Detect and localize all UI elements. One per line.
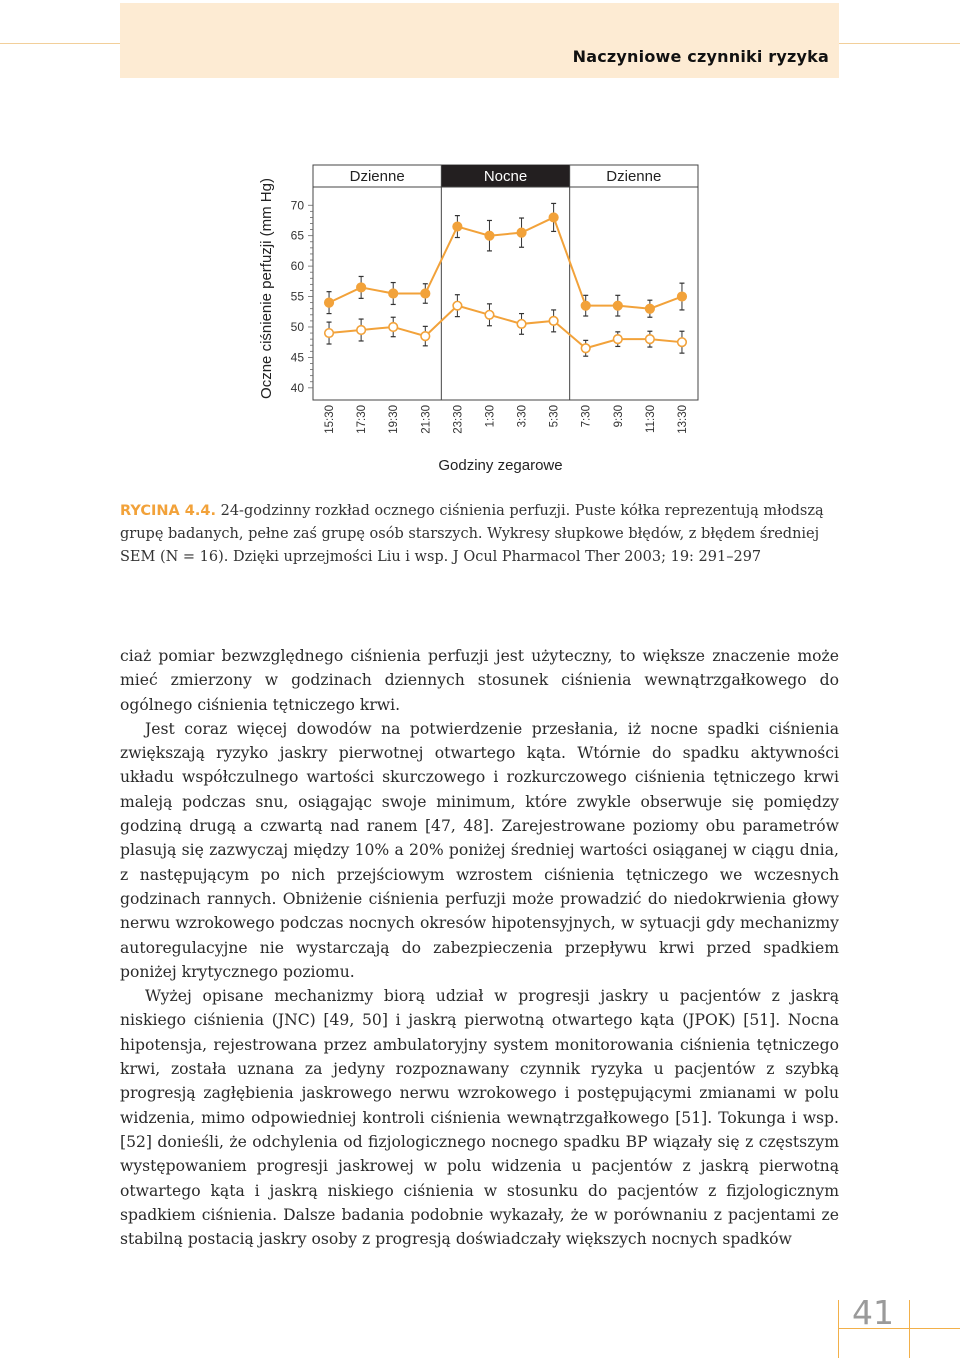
x-tick-label: 9:30 [612, 405, 625, 428]
series-open [325, 295, 687, 356]
period-label: Nocne [483, 168, 528, 185]
data-point [581, 301, 590, 310]
figure-label: RYCINA 4.4. [120, 503, 216, 519]
paragraph: Jest coraz więcej dowodów na potwierdzenie przesłania, iż nocne spadki ciśnienia zwiększają ryzyko jaskry pierwotnej otwartego kąta. Wtórnie do spadku aktywności układu współczulnego wartości skurczowego i rozkurczowego ciśnienia tętniczego krwi maleją podczas snu, osiągając swoje minimum, które zwykle obserwuje się pomiędzy godziną drugą a czwartą nad ranem [47, 48]. Zarejestrowane poziomy obu parametrów plasują się zazwyczaj między 10% a 20% poniżej średniej wartości osiąganej w ciągu dnia, z następującym po nich przejściowym wzrostem ciśnienia tętniczego we wczesnych godzinach rannych. Obniżenie ciśnienia perfuzji może prowadzić do niedokrwienia głowy nerwu wzrokowego podczas nocnych okresów hipotensyjnych, w sytuacji gdy mechanizmy autoregulacyjne nie wystarczają do zabezpieczenia przepływu krwi przed spadkiem poniżej krytycznego poziomu. [120, 719, 839, 981]
data-point [485, 231, 494, 240]
body-text [120, 644, 839, 1251]
page-number: 41 [852, 1293, 894, 1332]
running-header [120, 3, 839, 78]
data-point [549, 317, 558, 326]
data-point [453, 301, 462, 310]
x-tick-label: 3:30 [516, 405, 529, 428]
x-tick-label: 13:30 [676, 405, 689, 434]
data-point [357, 283, 366, 292]
data-point [389, 323, 398, 332]
data-point [517, 320, 526, 329]
x-tick-label: 21:30 [420, 405, 433, 434]
y-tick-label: 45 [290, 350, 304, 365]
x-tick-label: 1:30 [484, 405, 497, 428]
data-point [613, 335, 622, 344]
data-point [613, 301, 622, 310]
paragraph: Wyżej opisane mechanizmy biorą udział w progresji jaskry u pacjentów z jaskrą niskiego ciśnienia (JNC) [49, 50] i jaskrą pierwotną otwartego kąta (JPOK) [51]. Nocna hipotensja, rejestrowana przez ambulatoryjny system monitorowania ciśnienia tętniczego krwi, została uznana za jedyny rozpoznawany czynnik ryzyka u pacjentów z szybką progresją zagłębienia jaskrowego nerwu wzrokowego i postępującymi zmianami w polu widzenia, mimo odpowiedniej kontroli ciśnienia wewnątrzgałkowego [51]. Tokunga i wsp. [52] donieśli, że odchylenia od fizjologicznego nocnego spadku BP wiązały się z częstszym występowaniem progresji jaskrowej w polu widzenia u pacjentów z jaskrą pierwotną otwartego kąta i jaskrą niskiego ciśnienia w stosunku do pacjentów z fizjologicznym spadkiem ciśnienia. Dalsze badania podobnie wykazały, że w porównaniu z pacjentami ze stabilną postacią jaskry osoby z progresją doświadczały większych nocnych spadków [120, 987, 839, 1249]
data-point [581, 344, 590, 353]
series-line [329, 306, 682, 349]
x-tick-label: 23:30 [452, 405, 465, 434]
x-tick-label: 11:30 [644, 405, 657, 433]
x-tick-label: 7:30 [580, 405, 593, 428]
y-tick-label: 55 [290, 289, 304, 304]
data-point [517, 228, 526, 237]
figure-chart [248, 155, 718, 485]
x-tick-label: 19:30 [388, 405, 401, 434]
y-tick-label: 50 [290, 319, 304, 334]
chart-svg [248, 155, 718, 485]
paragraph: ciaż pomiar bezwzględnego ciśnienia perfuzji jest użyteczny, to większe znaczenie może mieć zmierzony w godzinach dziennych stosunek ciśnienia wewnątrzgałkowego do ogólnego ciśnienia tętniczego krwi. [120, 647, 839, 714]
y-tick-label: 70 [290, 198, 304, 213]
data-point [678, 338, 687, 347]
data-point [421, 332, 430, 341]
series-line [329, 217, 682, 308]
caption-text: 24-godzinny rozkład ocznego ciśnienia perfuzji. Puste kółka reprezentują młodszą grupę badanych, pełne zaś grupę osób starszych. Wykresy słupkowe błędów, z błędem średniej SEM (N = 16). Dzięki uprzejmości Liu i wsp. J Ocul Pharmacol Ther 2003; 19: 291–297 [120, 503, 824, 565]
period-label: Dzienne [606, 168, 662, 185]
data-point [325, 329, 334, 338]
data-point [389, 289, 398, 298]
series-filled [325, 203, 687, 317]
x-tick-label: 15:30 [324, 405, 337, 434]
x-axis-label: Godziny zegarowe [438, 457, 563, 474]
data-point [485, 311, 494, 320]
data-point [678, 292, 687, 301]
y-tick-label: 60 [290, 259, 304, 274]
y-tick-label: 65 [290, 228, 304, 243]
figure-caption [120, 500, 840, 569]
data-point [646, 304, 655, 313]
running-header-title: Naczyniowe czynniki ryzyka [572, 47, 829, 66]
data-point [549, 213, 558, 222]
x-tick-label: 17:30 [356, 405, 369, 434]
data-point [646, 335, 655, 344]
data-point [325, 298, 334, 307]
plot-frame [313, 165, 698, 400]
period-label: Dzienne [349, 168, 405, 185]
data-point [421, 289, 430, 298]
y-tick-label: 40 [290, 380, 304, 395]
data-point [357, 326, 366, 335]
y-axis-label: Oczne ciśnienie perfuzji (mm Hg) [258, 178, 275, 399]
x-tick-label: 5:30 [548, 405, 561, 428]
data-point [453, 222, 462, 231]
y-axis [308, 205, 313, 388]
